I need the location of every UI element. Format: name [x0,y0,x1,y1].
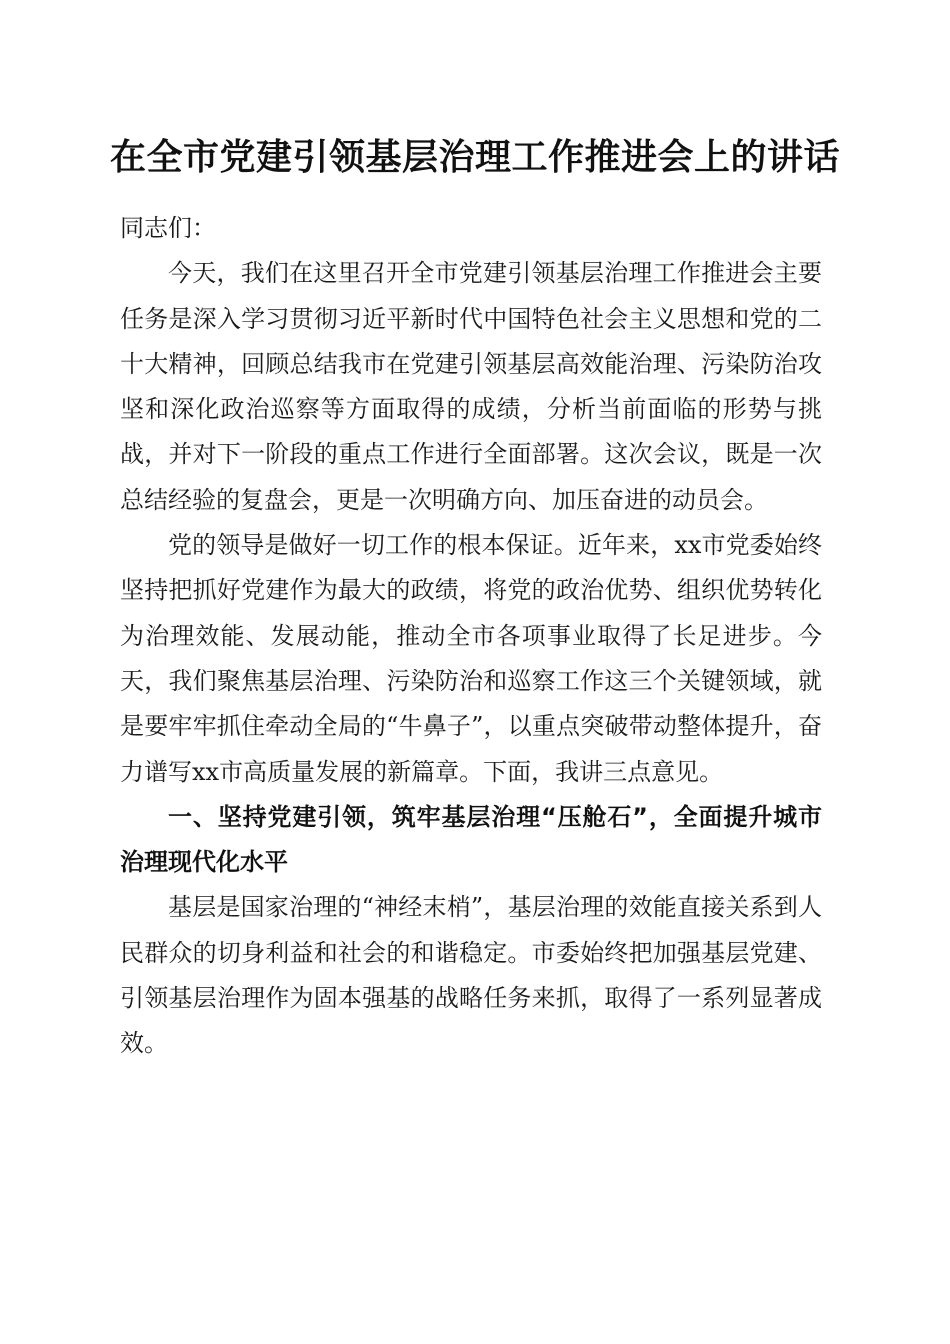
paragraph-opening: 今天，我们在这里召开全市党建引领基层治理工作推进会主要任务是深入学习贯彻习近平新时代中国特色社会主义思想和党的二十大精神，回顾总结我市在党建引领基层高效能治理、污染防治攻坚和深化政治巡察等方面取得的成绩，分析当前面临的形势与挑战，并对下一阶段的重点工作进行全面部署。这次会议，既是一次总结经验的复盘会，更是一次明确方向、加压奋进的动员会。 [120,259,822,514]
document-body [120,206,822,1067]
section-heading-1: 一、坚持党建引领，筑牢基层治理“压舱石”，全面提升城市治理现代化水平 [120,802,822,877]
document-title: 在全市党建引领基层治理工作推进会上的讲话 [109,136,840,178]
section-1-paragraph: 基层是国家治理的“神经末梢”，基层治理的效能直接关系到人民群众的切身利益和社会的和谐稳定。市委始终把加强基层党建、引领基层治理作为固本强基的战略任务来抓，取得了一系列显著成效。 [120,893,822,1058]
paragraph-party-leadership: 党的领导是做好一切工作的根本保证。近年来，xx市党委始终坚持把抓好党建作为最大的政绩，将党的政治优势、组织优势转化为治理效能、发展动能，推动全市各项事业取得了长足进步。今天，我们聚焦基层治理、污染防治和巡察工作这三个关键领域，就是要牢牢抓住牵动全局的“牛鼻子”，以重点突破带动整体提升，奋力谱写xx市高质量发展的新篇章。下面，我讲三点意见。 [120,531,822,786]
salutation: 同志们： [120,214,216,242]
